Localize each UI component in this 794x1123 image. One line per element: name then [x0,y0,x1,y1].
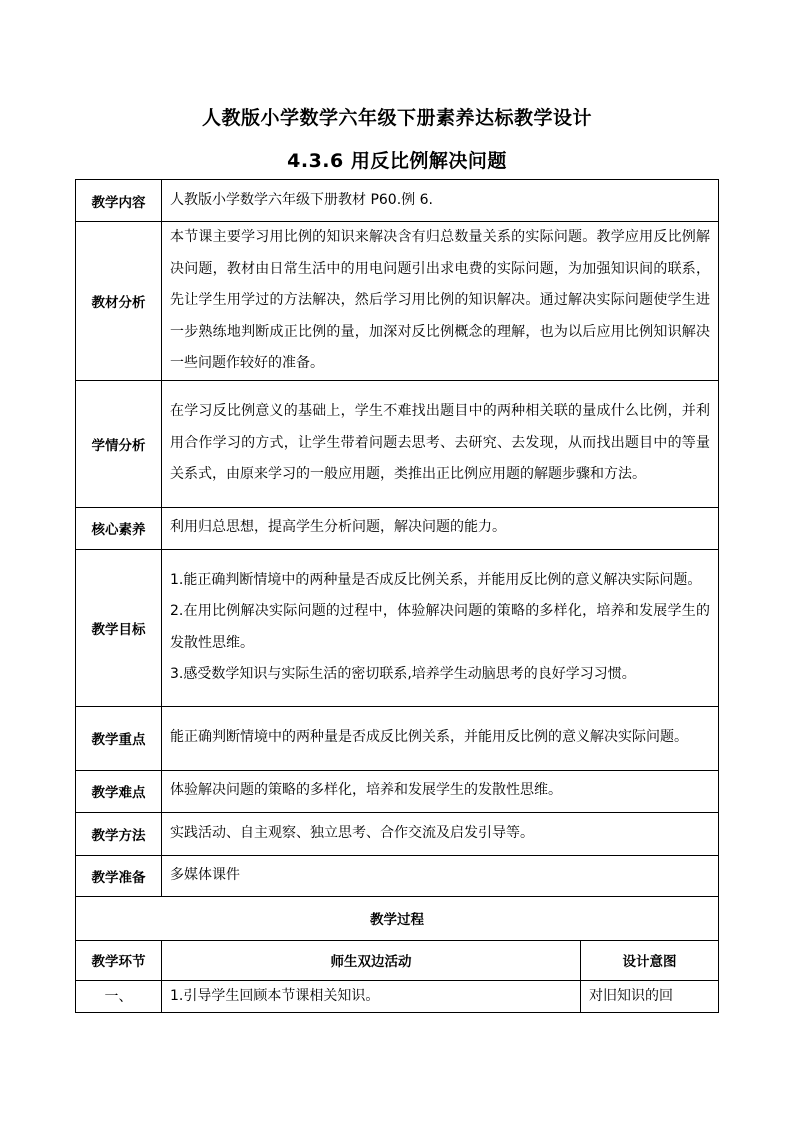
row-label: 教学难点 [76,770,162,812]
goals-list [162,549,719,706]
row-text: 人教版小学数学六年级下册教材 P60.例 6. [162,180,719,222]
column-header-stage: 教学环节 [76,940,162,980]
row-text: 能正确判断情境中的两种量是否成反比例关系，并能用反比例的意义解决实际问题。 [162,706,719,770]
lesson-title: 4.3.6 用反比例解决问题 [287,150,507,172]
row-label: 教学目标 [76,549,162,706]
row-goals [76,549,719,706]
row-method [76,812,719,855]
row-text: 在学习反比例意义的基础上，学生不难找出题目中的两种相关联的量成什么比例，并利用合作学习的方式，让学生带着问题去思考、去研究、去发现，从而找出题目中的等量关系式，由原来学习的一般应用题，类推出正比例应用题的解题步骤和方法。 [162,380,719,507]
goal-item: 2.在用比例解决实际问题的过程中，体验解决问题的策略的多样化，培养和发展学生的发散性思维。 [170,603,710,651]
row-label: 核心素养 [76,507,162,549]
row-label: 学情分析 [76,380,162,507]
process-header-row [76,940,719,980]
process-heading-row [76,896,719,940]
row-text: 本节课主要学习用比例的知识来解决含有归总数量关系的实际问题。教学应用反比例解决问题，教材由日常生活中的用电问题引出求电费的实际问题，为加强知识间的联系，先让学生用学过的方法解决，然后学习用比例的知识解决。通过解决实际问题使学生进一步熟练地判断成正比例的量，加深对反比例概念的理解，也为以后应用比例知识解决一些问题作较好的准备。 [162,222,719,381]
stage-cell: 一、 [76,980,162,1013]
row-label: 教材分析 [76,222,162,381]
row-text: 利用归总思想，提高学生分析问题，解决问题的能力。 [162,507,719,549]
goal-item: 1.能正确判断情境中的两种量是否成反比例关系，并能用反比例的意义解决实际问题。 [170,571,702,588]
row-label: 教学重点 [76,706,162,770]
intent-cell: 对旧知识的回 [581,980,719,1013]
lesson-plan-table [75,179,719,1013]
process-heading: 教学过程 [76,896,719,940]
row-text: 体验解决问题的策略的多样化，培养和发展学生的发散性思维。 [162,770,719,812]
column-header-activity: 师生双边活动 [162,940,581,980]
row-difficulty [76,770,719,812]
row-content [76,180,719,222]
row-analysis [76,222,719,381]
row-text: 实践活动、自主观察、独立思考、合作交流及启发引导等。 [162,812,719,855]
row-text: 多媒体课件 [162,855,719,896]
row-literacy [76,507,719,549]
process-row [76,980,719,1013]
activity-cell: 1.引导学生回顾本节课相关知识。 [162,980,581,1013]
row-key [76,706,719,770]
document-title: 人教版小学数学六年级下册素养达标教学设计 [201,107,592,129]
row-label: 教学准备 [76,855,162,896]
row-label: 教学内容 [76,180,162,222]
row-students [76,380,719,507]
row-label: 教学方法 [76,812,162,855]
column-header-intent: 设计意图 [581,940,719,980]
goal-item: 3.感受数学知识与实际生活的密切联系,培养学生动脑思考的良好学习习惯。 [170,666,636,682]
row-prep [76,855,719,896]
